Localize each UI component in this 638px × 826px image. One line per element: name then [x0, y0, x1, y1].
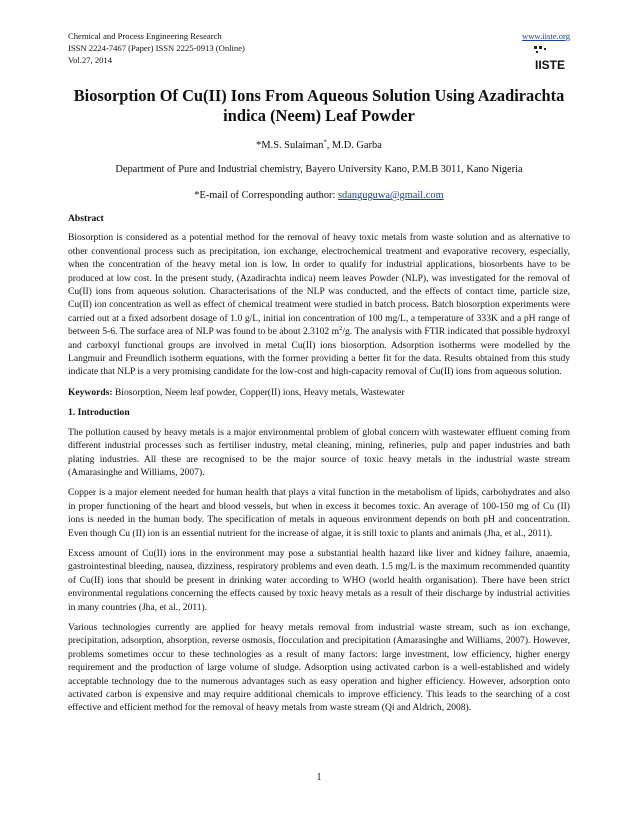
abstract-sup: 2: [339, 325, 343, 333]
intro-paragraph-1: The pollution caused by heavy metals is a major environmental problem of global concern with wastewater effluent coming from different industrial processes such as fertiliser industry, metal cleaning, mining, refineries, pulp and paper industries and bath plating industries. All these are recognised to be the major source of toxic heavy metals in the industrial waste stream (Amarasinghe and Williams, 2007).: [68, 426, 570, 478]
site-link[interactable]: www.iiste.org: [522, 31, 570, 41]
keywords: [68, 386, 570, 399]
author-1-mark: *: [323, 138, 327, 146]
logo-text: IISTE: [534, 58, 566, 72]
author-1: *M.S. Sulaiman: [256, 140, 324, 151]
intro-paragraph-4: Various technologies currently are applied for heavy metals removal from industrial waste stream, such as ion exchange, precipitation, adsorption, absorption, reverse osmosis, flocculation and precipitation (Amarasinghe and Williams, 2007). However, problems sometimes occur to these technologies as a result of many factors: large investment, low efficiency, higher energy requirement and the production of large volume of sludge. Adsorption using activated carbon is a well-established and widely acceptable technology due to the numerous advantages such as easy operation and higher efficiency. However, adsorption onto activated carbon is expensive and may require additional chemicals to improve efficiency. This leads to the searching of a cost effective and efficient method for the removal of heavy metals from waste stream (Qi and Aldrich, 2008).: [68, 621, 570, 714]
email-label: *E-mail of Corresponding author:: [194, 190, 339, 201]
journal-issn: ISSN 2224-7467 (Paper) ISSN 2225-0913 (Online): [68, 43, 245, 53]
email-link[interactable]: sdanguguwa@gmail.com: [338, 190, 444, 201]
abstract-text-b: /g. The analysis with FTIR indicated that possible hydroxyl and carboxyl functional groups are involved in metal Cu(II) ions biosorption. Adsorption isotherms were modelled by the Langmuir and Freundlich isotherm equations, with the former providing a better fit for the data. Results obtained from this study indicate that NLP is a very promising candidate for the low-cost and high-capacity removal of Cu(II) ions from aqueous solution.: [68, 326, 570, 378]
journal-name: Chemical and Process Engineering Research: [68, 31, 222, 41]
iiste-logo: [528, 44, 572, 74]
corresponding-email: [68, 190, 570, 201]
paper-title: Biosorption Of Cu(II) Ions From Aqueous Solution Using Azadirachta indica (Neem) Leaf Powder: [73, 86, 565, 125]
intro-paragraph-3: Excess amount of Cu(II) ions in the environment may pose a substantial health hazard like liver and kidney failure, anaemia, gastrointestinal bleeding, nausea, dizziness, respiratory problems and even death. 1.5 mg/L is the maximum recommended quantity of Cu(II) ions that should be present in drinking water according to WHO (world health organisation). There have been strict environmental regulations concerning the effects caused by toxic heavy metals as a result of their discharge by industrial activities in many countries (Jha, et al., 2011).: [68, 547, 570, 613]
journal-site: [522, 30, 570, 42]
paper-body: [68, 212, 570, 722]
page-number: 1: [316, 772, 322, 783]
intro-heading: 1. Introduction: [68, 407, 130, 419]
author-2: , M.D. Garba: [326, 140, 382, 151]
intro-paragraph-2: Copper is a major element needed for human health that plays a vital function in the metabolism of lipids, carbohydrates and also in proper functioning of the heart and blood vessels, but when in excess it becomes toxic. An average of 100-150 mg of Cu (II) ions is needed in the human body. The specification of metals in aqueous environment depends on both pH and concentration. Even though Cu (II) ion is an essential nutrient for the increase of algae, it is still toxic to plants and animals (Jha, et al., 2011).: [68, 487, 570, 539]
journal-volume: Vol.27, 2014: [68, 55, 113, 65]
journal-header: [68, 30, 245, 66]
abstract-heading: Abstract: [68, 213, 104, 224]
abstract-text-a: Biosorption is considered as a potential method for the removal of heavy toxic metals from waste solution and as alternative to other conventional process such as precipitation, ion exchange, electrochemical treatment and evaporative recovery, especially, when the concentration of the heavy metal ion is low. In order to qualify for industrial applications, biosorbents have to be produced at low cost. In the present study, (Azadirachta indica) neem leaves Powder (NLP), was investigated for the removal of Cu(II) ions from aqueous solution. Characterisations of the NLP was conducted, and the effects of contact time, particle size, Cu(II) ion concentration as well as effect of chemical treatment were studied in batch process. Batch biosorption experiments were carried out at a fixed adsorbent dosage of 1.0 g/L, initial ion concentration of 100 mg/L, a temperature of 333K and a pH range of between 5-6. The surface area of NLP was found to be about 2.3102 m: [68, 232, 570, 338]
abstract-text: [68, 231, 570, 378]
keywords-text: Biosorption, Neem leaf powder, Copper(II) ions, Heavy metals, Wastewater: [112, 386, 405, 398]
authors: [68, 140, 570, 151]
affiliation: Department of Pure and Industrial chemistry, Bayero University Kano, P.M.B 3011, Kano Nigeria: [115, 164, 523, 175]
keywords-label: Keywords:: [68, 386, 113, 398]
